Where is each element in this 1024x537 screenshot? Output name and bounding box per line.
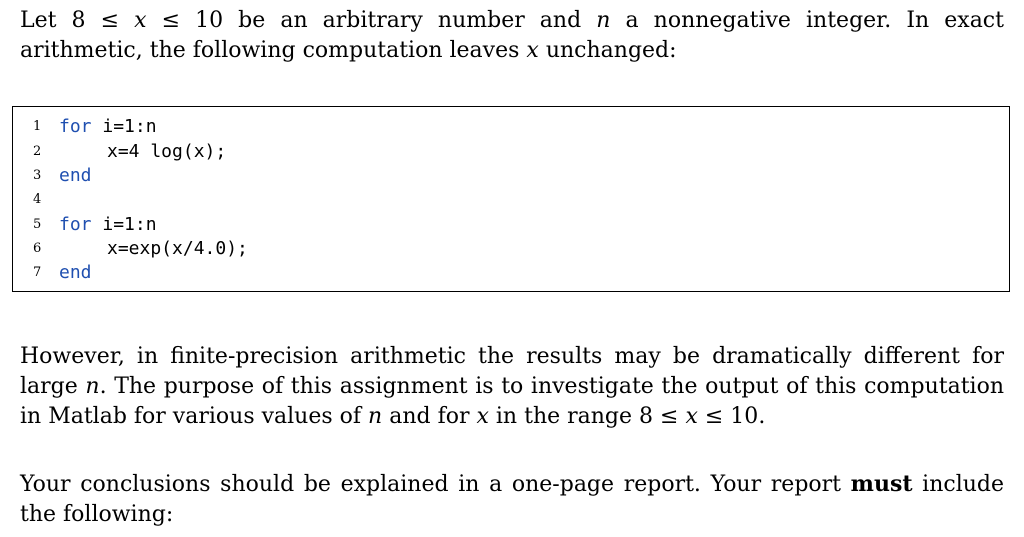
line-number: 4 bbox=[33, 192, 42, 207]
report-text-1: Your conclusions should be explained in a one-page report. Your report bbox=[20, 472, 851, 497]
code-line bbox=[13, 140, 1009, 164]
intro-text-1: Let bbox=[20, 8, 72, 33]
code-text bbox=[59, 164, 92, 188]
finite-text-4: in the range bbox=[488, 404, 640, 429]
code-line bbox=[13, 188, 1009, 212]
line-number: 3 bbox=[33, 168, 42, 183]
keyword: for bbox=[59, 116, 92, 137]
intro-paragraph bbox=[20, 6, 1004, 66]
math-n: n bbox=[85, 374, 100, 399]
math-range-lower: 8 ≤ x ≤ 10 bbox=[71, 8, 224, 33]
keyword: end bbox=[59, 165, 92, 186]
report-paragraph bbox=[20, 469, 1004, 530]
math-x: x bbox=[526, 38, 539, 63]
intro-text-3: a nonnegative integer. In exact arithmetic, the following computation leaves bbox=[20, 8, 1004, 63]
finite-text-3: and for bbox=[382, 404, 477, 429]
intro-text-2: be an arbitrary number and bbox=[223, 8, 597, 33]
math-x: x bbox=[476, 404, 489, 429]
code-line bbox=[13, 237, 1009, 261]
report-emphasis: must bbox=[850, 471, 913, 497]
keyword: for bbox=[59, 214, 92, 235]
code-line bbox=[13, 115, 1009, 139]
code-text: for i=1:n bbox=[59, 116, 157, 137]
code-text: x=4 log(x); bbox=[107, 141, 227, 162]
finite-precision-paragraph bbox=[20, 342, 1004, 432]
code-line bbox=[13, 164, 1009, 188]
line-number: 5 bbox=[33, 217, 42, 232]
line-number: 6 bbox=[33, 241, 42, 256]
report-text-2: include the following: bbox=[20, 472, 1004, 527]
math-n: n bbox=[368, 404, 383, 429]
code-text: for i=1:n bbox=[59, 214, 157, 235]
code-listing bbox=[12, 106, 1010, 292]
code-text bbox=[59, 261, 92, 285]
finite-text-5: . bbox=[758, 404, 766, 429]
finite-text-1: However, in finite-precision arithmetic the results may be dramatically different for large bbox=[20, 344, 1004, 399]
keyword: end bbox=[59, 262, 92, 283]
code-line bbox=[13, 261, 1009, 285]
code-text: x=exp(x/4.0); bbox=[107, 238, 248, 259]
math-range: 8 ≤ x ≤ 10 bbox=[639, 404, 759, 429]
line-number: 2 bbox=[33, 144, 42, 159]
math-n: n bbox=[596, 8, 611, 33]
line-number: 1 bbox=[33, 119, 42, 134]
intro-text-4: unchanged: bbox=[538, 38, 677, 63]
line-number: 7 bbox=[33, 265, 42, 280]
finite-text-2: . The purpose of this assignment is to investigate the output of this computation in Matlab for various values of bbox=[20, 374, 1004, 429]
code-line bbox=[13, 213, 1009, 237]
